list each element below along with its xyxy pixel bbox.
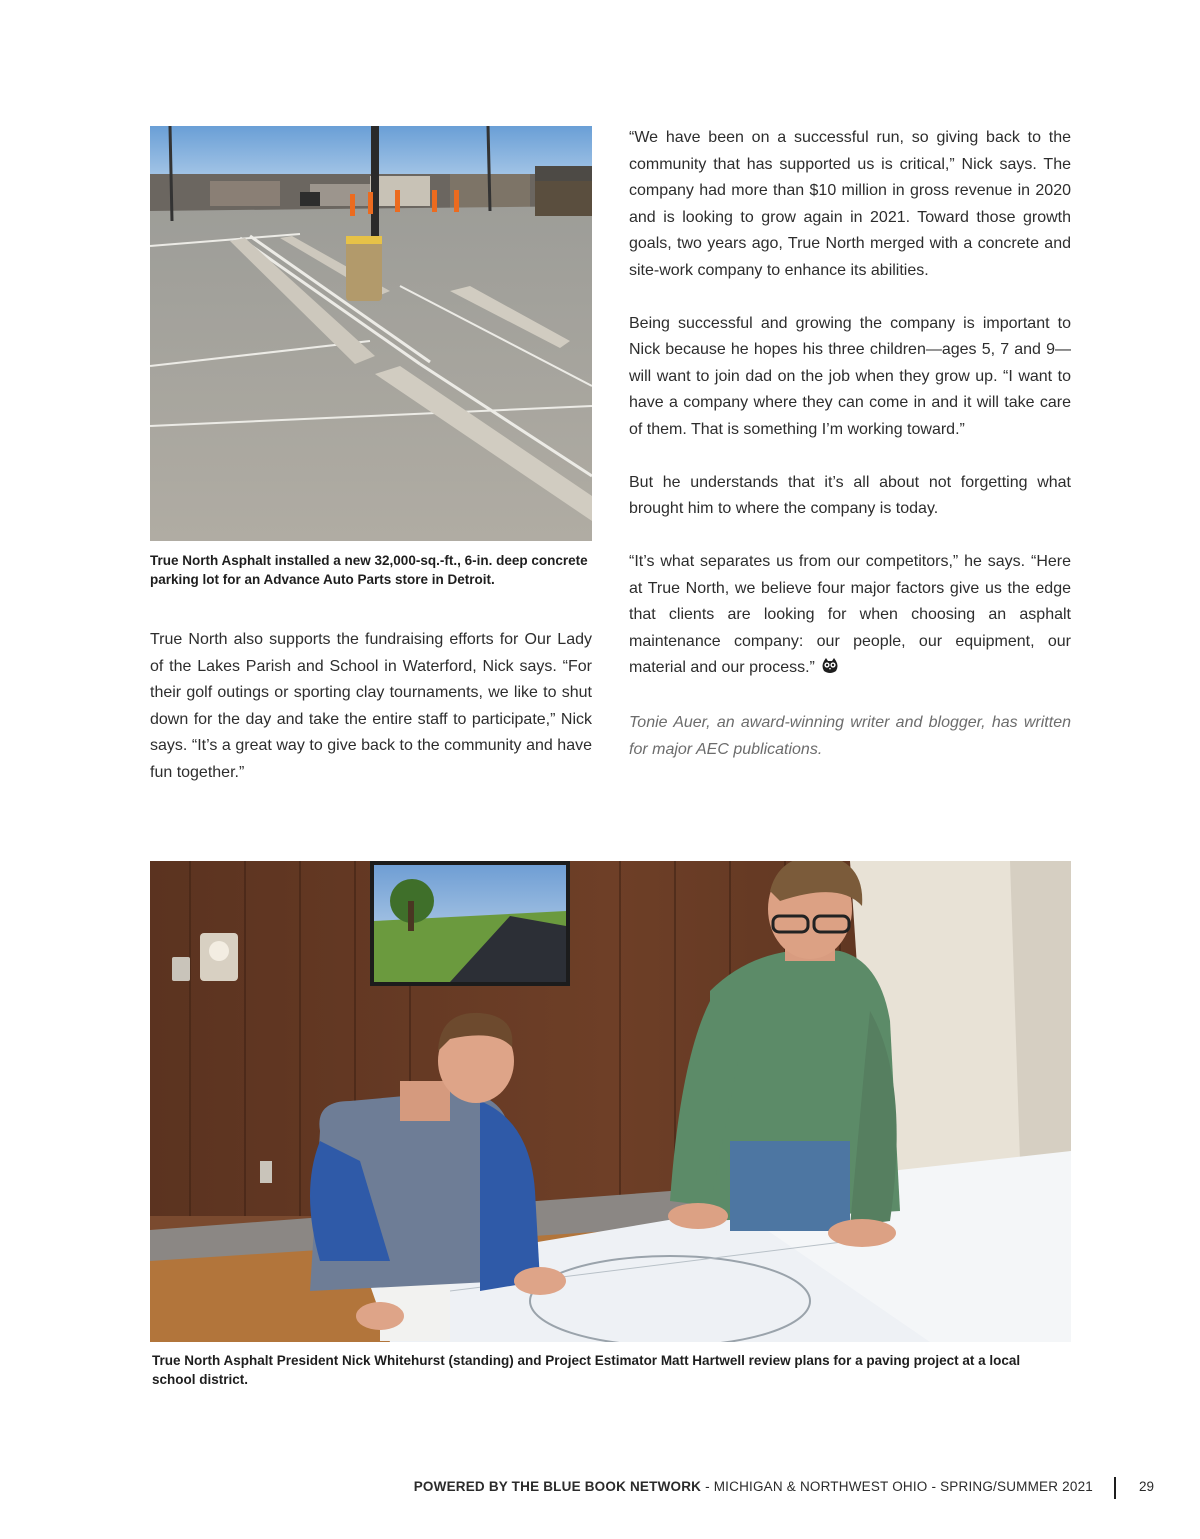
- parking-lot-photo: [150, 126, 592, 541]
- article-paragraph-text: “It’s what separates us from our competitors,” he says. “Here at True North, we believe four major factors give us the edge that clients are looking for when choosing an asphalt maintenance company: our people, our equipment, our material and our process.”: [629, 553, 1071, 676]
- parking-photo-caption: True North Asphalt installed a new 32,000-sq.-ft., 6-in. deep concrete parking lot for an Advance Auto Parts store in Detroit.: [150, 553, 588, 587]
- footer-text: [414, 1479, 1093, 1494]
- article-paragraph: True North also supports the fundraising efforts for Our Lady of the Lakes Parish and School in Waterford, Nick says. “For their golf outings or sporting clay tournaments, we like to shut down for the day and take the entire staff to participate,” Nick says. “It’s a great way to give back to the community and have fun together.”: [150, 631, 592, 781]
- article-closing-paragraph: [629, 549, 1071, 684]
- page-number: 29: [1139, 1479, 1155, 1494]
- footer-divider: [1114, 1477, 1116, 1499]
- office-plans-photo: [150, 861, 1071, 1342]
- footer-edition: - MICHIGAN & NORTHWEST OHIO - SPRING/SUMMER 2021: [701, 1479, 1093, 1494]
- article-right-column: [629, 125, 1071, 790]
- article-paragraph: Being successful and growing the company is important to Nick because he hopes his three children—ages 5, 7 and 9—will want to join dad on the job when they grow up. “I want to have a company where they can come in and it will take care of them. That is something I’m working toward.”: [629, 314, 1071, 438]
- page-footer: [0, 1477, 1200, 1501]
- article-paragraph: But he understands that it’s all about not forgetting what brought him to where the company is today.: [629, 473, 1071, 517]
- footer-brand: POWERED BY THE BLUE BOOK NETWORK: [413, 1479, 702, 1494]
- office-photo-caption: True North Asphalt President Nick Whitehurst (standing) and Project Estimator Matt Hartwell review plans for a paving project at a local school district.: [152, 1353, 1021, 1387]
- article-paragraph: “We have been on a successful run, so giving back to the community that has supported us is critical,” Nick says. The company had more than $10 million in gross revenue in 2020 and is looking to grow again in 2021. Toward those growth goals, two years ago, True North merged with a concrete and site-work company to enhance its abilities.: [629, 129, 1071, 279]
- article-left-column: [150, 627, 592, 813]
- author-bio: Tonie Auer, an award-winning writer and blogger, has written for major AEC publications.: [629, 714, 1071, 758]
- owl-end-mark-icon: [821, 657, 839, 684]
